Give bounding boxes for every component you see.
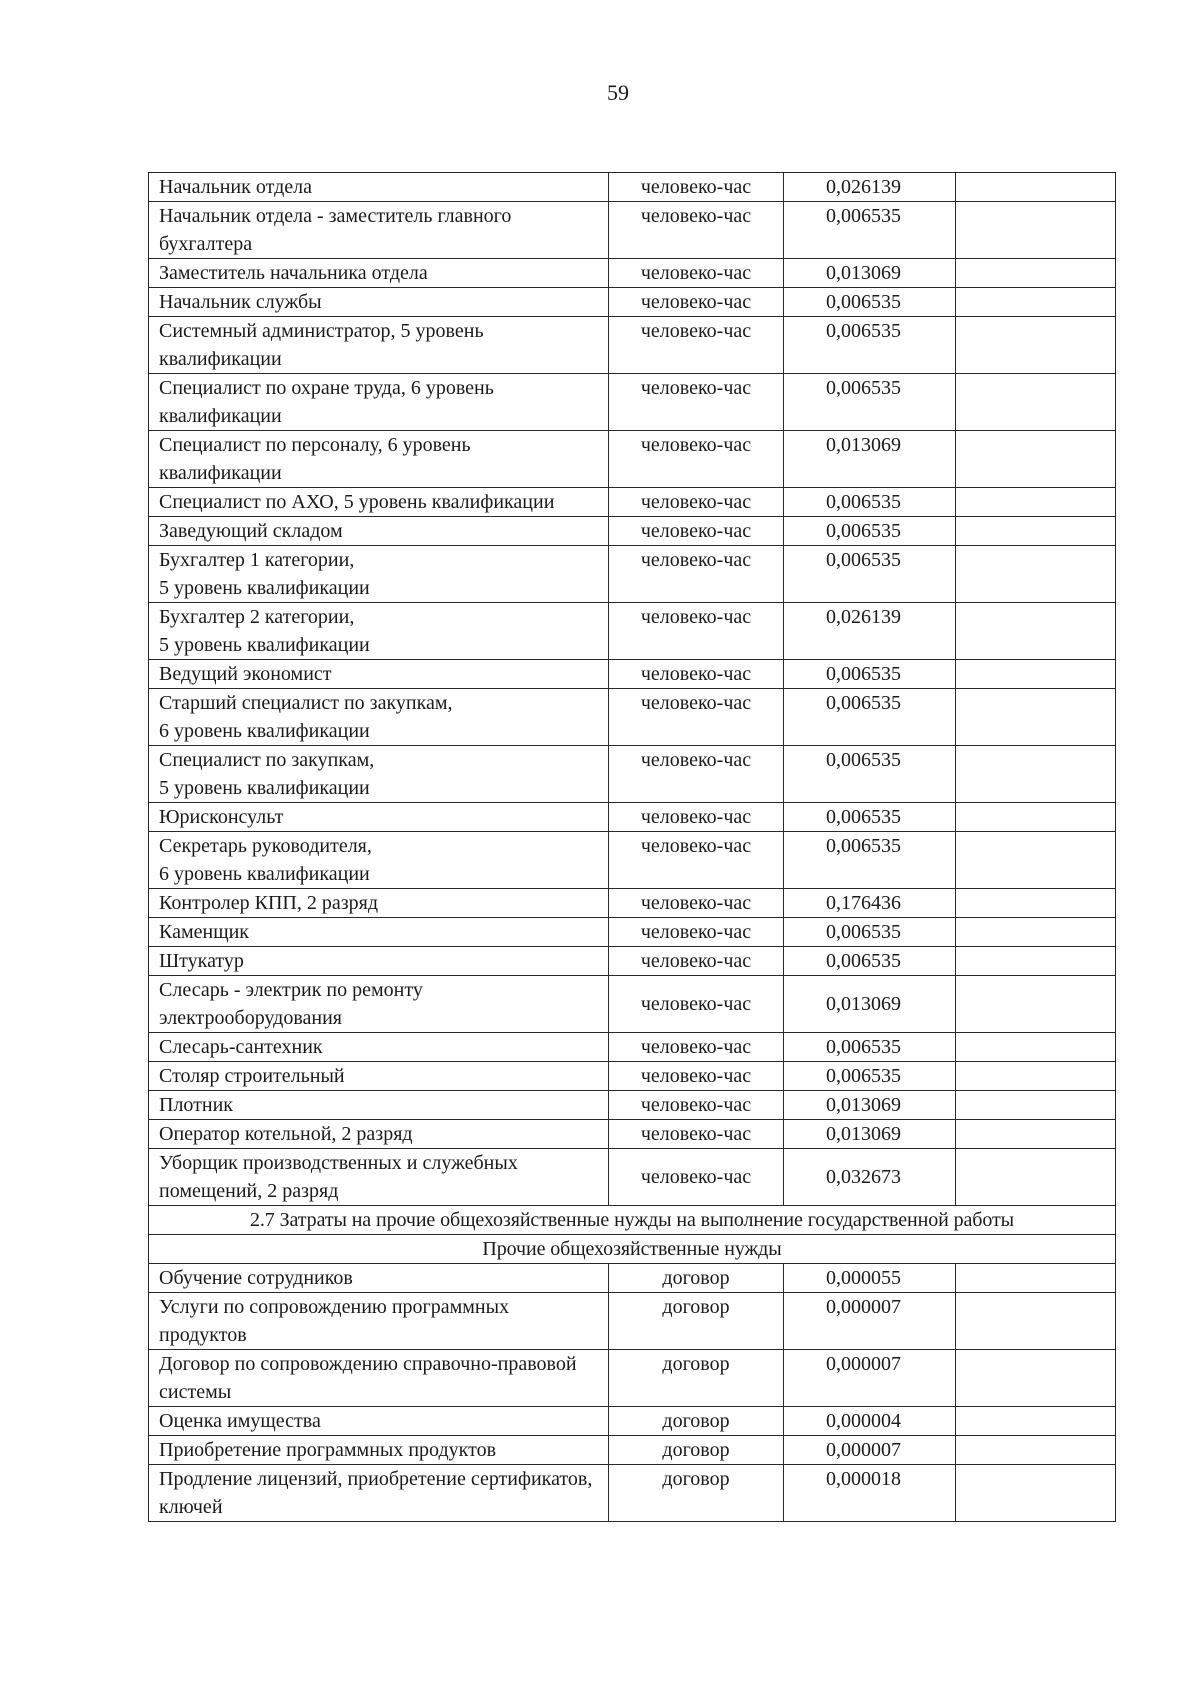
table-row [149, 1407, 1116, 1436]
row-unit: человеко-час [609, 689, 784, 746]
row-empty-cell [956, 517, 1116, 546]
table-row [149, 1062, 1116, 1091]
row-value: 0,006535 [784, 689, 956, 746]
table-row [149, 431, 1116, 488]
row-name: Оценка имущества [149, 1407, 609, 1436]
table-row [149, 1091, 1116, 1120]
row-name: Столяр строительный [149, 1062, 609, 1091]
row-empty-cell [956, 1465, 1116, 1522]
row-name: Специалист по охране труда, 6 уровень квалификации [149, 374, 609, 431]
row-value: 0,000018 [784, 1465, 956, 1522]
row-unit: договор [609, 1264, 784, 1293]
row-unit: человеко-час [609, 1033, 784, 1062]
row-unit: человеко-час [609, 803, 784, 832]
row-value: 0,026139 [784, 173, 956, 202]
row-unit: человеко-час [609, 202, 784, 259]
row-name: Юрисконсульт [149, 803, 609, 832]
other-rows [149, 1264, 1116, 1522]
row-empty-cell [956, 1062, 1116, 1091]
row-value: 0,013069 [784, 259, 956, 288]
row-value: 0,006535 [784, 746, 956, 803]
table-row [149, 1149, 1116, 1206]
table-row [149, 1465, 1116, 1522]
table-row [149, 488, 1116, 517]
row-empty-cell [956, 173, 1116, 202]
row-unit: человеко-час [609, 1091, 784, 1120]
row-empty-cell [956, 976, 1116, 1033]
row-empty-cell [956, 288, 1116, 317]
row-unit: человеко-час [609, 746, 784, 803]
row-value: 0,000055 [784, 1264, 956, 1293]
section-heading-row [149, 1206, 1116, 1235]
table-row [149, 1293, 1116, 1350]
row-empty-cell [956, 546, 1116, 603]
row-unit: человеко-час [609, 546, 784, 603]
row-empty-cell [956, 259, 1116, 288]
row-empty-cell [956, 1149, 1116, 1206]
table-row [149, 202, 1116, 259]
row-empty-cell [956, 947, 1116, 976]
row-unit: человеко-час [609, 832, 784, 889]
row-value: 0,013069 [784, 1120, 956, 1149]
row-empty-cell [956, 603, 1116, 660]
section-heading-block [149, 1206, 1116, 1264]
table-row [149, 173, 1116, 202]
row-unit: договор [609, 1350, 784, 1407]
row-empty-cell [956, 803, 1116, 832]
row-unit: человеко-час [609, 889, 784, 918]
row-value: 0,000004 [784, 1407, 956, 1436]
table-row [149, 689, 1116, 746]
table-row [149, 259, 1116, 288]
table-row [149, 1350, 1116, 1407]
table-row [149, 746, 1116, 803]
row-unit: человеко-час [609, 517, 784, 546]
row-unit: договор [609, 1407, 784, 1436]
row-name: Начальник отдела [149, 173, 609, 202]
row-value: 0,006535 [784, 803, 956, 832]
row-unit: человеко-час [609, 976, 784, 1033]
table-row [149, 603, 1116, 660]
row-unit: человеко-час [609, 259, 784, 288]
row-empty-cell [956, 374, 1116, 431]
row-name: Уборщик производственных и служебных помещений, 2 разряд [149, 1149, 609, 1206]
row-value: 0,006535 [784, 488, 956, 517]
row-name: Продление лицензий, приобретение сертификатов, ключей [149, 1465, 609, 1522]
row-empty-cell [956, 1436, 1116, 1465]
table-row [149, 1436, 1116, 1465]
row-unit: человеко-час [609, 947, 784, 976]
table-row [149, 517, 1116, 546]
row-unit: человеко-час [609, 603, 784, 660]
row-value: 0,013069 [784, 976, 956, 1033]
row-name: Плотник [149, 1091, 609, 1120]
row-empty-cell [956, 1091, 1116, 1120]
row-empty-cell [956, 1407, 1116, 1436]
row-name: Договор по сопровождению справочно-правовой системы [149, 1350, 609, 1407]
table-row [149, 288, 1116, 317]
row-value: 0,006535 [784, 947, 956, 976]
row-empty-cell [956, 660, 1116, 689]
table-row [149, 546, 1116, 603]
row-empty-cell [956, 1033, 1116, 1062]
row-empty-cell [956, 1120, 1116, 1149]
row-empty-cell [956, 689, 1116, 746]
row-name: Заместитель начальника отдела [149, 259, 609, 288]
subsection-heading: Прочие общехозяйственные нужды [149, 1235, 1116, 1264]
row-value: 0,013069 [784, 431, 956, 488]
row-value: 0,006535 [784, 1062, 956, 1091]
table-row [149, 976, 1116, 1033]
row-empty-cell [956, 1293, 1116, 1350]
row-unit: человеко-час [609, 288, 784, 317]
row-name: Специалист по закупкам, 5 уровень квалификации [149, 746, 609, 803]
subsection-heading-row [149, 1235, 1116, 1264]
row-value: 0,006535 [784, 288, 956, 317]
row-empty-cell [956, 431, 1116, 488]
row-name: Приобретение программных продуктов [149, 1436, 609, 1465]
row-empty-cell [956, 889, 1116, 918]
row-empty-cell [956, 1264, 1116, 1293]
row-name: Заведующий складом [149, 517, 609, 546]
section-heading: 2.7 Затраты на прочие общехозяйственные нужды на выполнение государственной работы [149, 1206, 1116, 1235]
row-unit: человеко-час [609, 488, 784, 517]
row-name: Штукатур [149, 947, 609, 976]
row-name: Секретарь руководителя, 6 уровень квалификации [149, 832, 609, 889]
row-name: Слесарь - электрик по ремонту электрооборудования [149, 976, 609, 1033]
table-row [149, 660, 1116, 689]
row-empty-cell [956, 832, 1116, 889]
row-name: Системный администратор, 5 уровень квалификации [149, 317, 609, 374]
row-unit: человеко-час [609, 1062, 784, 1091]
page-number: 59 [607, 80, 629, 105]
row-name: Слесарь-сантехник [149, 1033, 609, 1062]
row-name: Начальник службы [149, 288, 609, 317]
table-row [149, 832, 1116, 889]
table-row [149, 1120, 1116, 1149]
row-empty-cell [956, 1350, 1116, 1407]
row-unit: человеко-час [609, 660, 784, 689]
table-row [149, 918, 1116, 947]
row-value: 0,006535 [784, 317, 956, 374]
row-empty-cell [956, 317, 1116, 374]
row-empty-cell [956, 746, 1116, 803]
row-name: Услуги по сопровождению программных продуктов [149, 1293, 609, 1350]
row-unit: человеко-час [609, 317, 784, 374]
row-value: 0,006535 [784, 1033, 956, 1062]
norms-table [148, 172, 1116, 1522]
row-unit: договор [609, 1293, 784, 1350]
row-value: 0,006535 [784, 660, 956, 689]
row-name: Старший специалист по закупкам, 6 уровень квалификации [149, 689, 609, 746]
row-value: 0,006535 [784, 832, 956, 889]
row-unit: договор [609, 1465, 784, 1522]
table-row [149, 374, 1116, 431]
row-name: Обучение сотрудников [149, 1264, 609, 1293]
row-value: 0,006535 [784, 546, 956, 603]
row-unit: человеко-час [609, 173, 784, 202]
row-value: 0,006535 [784, 374, 956, 431]
table-row [149, 317, 1116, 374]
row-unit: человеко-час [609, 1120, 784, 1149]
row-name: Специалист по персоналу, 6 уровень квалификации [149, 431, 609, 488]
row-empty-cell [956, 488, 1116, 517]
row-value: 0,006535 [784, 517, 956, 546]
row-empty-cell [956, 918, 1116, 947]
row-value: 0,006535 [784, 202, 956, 259]
row-empty-cell [956, 202, 1116, 259]
row-name: Бухгалтер 1 категории, 5 уровень квалификации [149, 546, 609, 603]
row-unit: человеко-час [609, 431, 784, 488]
row-name: Начальник отдела - заместитель главного бухгалтера [149, 202, 609, 259]
row-unit: человеко-час [609, 374, 784, 431]
table-row [149, 803, 1116, 832]
row-value: 0,000007 [784, 1436, 956, 1465]
row-value: 0,176436 [784, 889, 956, 918]
row-value: 0,000007 [784, 1293, 956, 1350]
row-name: Каменщик [149, 918, 609, 947]
row-unit: человеко-час [609, 1149, 784, 1206]
table-row [149, 889, 1116, 918]
table-row [149, 947, 1116, 976]
row-value: 0,032673 [784, 1149, 956, 1206]
row-name: Оператор котельной, 2 разряд [149, 1120, 609, 1149]
row-value: 0,026139 [784, 603, 956, 660]
table-row [149, 1264, 1116, 1293]
row-name: Ведущий экономист [149, 660, 609, 689]
row-unit: договор [609, 1436, 784, 1465]
labor-rows [149, 173, 1116, 1206]
row-value: 0,000007 [784, 1350, 956, 1407]
row-unit: человеко-час [609, 918, 784, 947]
row-value: 0,006535 [784, 918, 956, 947]
row-name: Специалист по АХО, 5 уровень квалификации [149, 488, 609, 517]
row-value: 0,013069 [784, 1091, 956, 1120]
table-row [149, 1033, 1116, 1062]
row-name: Бухгалтер 2 категории, 5 уровень квалификации [149, 603, 609, 660]
row-name: Контролер КПП, 2 разряд [149, 889, 609, 918]
